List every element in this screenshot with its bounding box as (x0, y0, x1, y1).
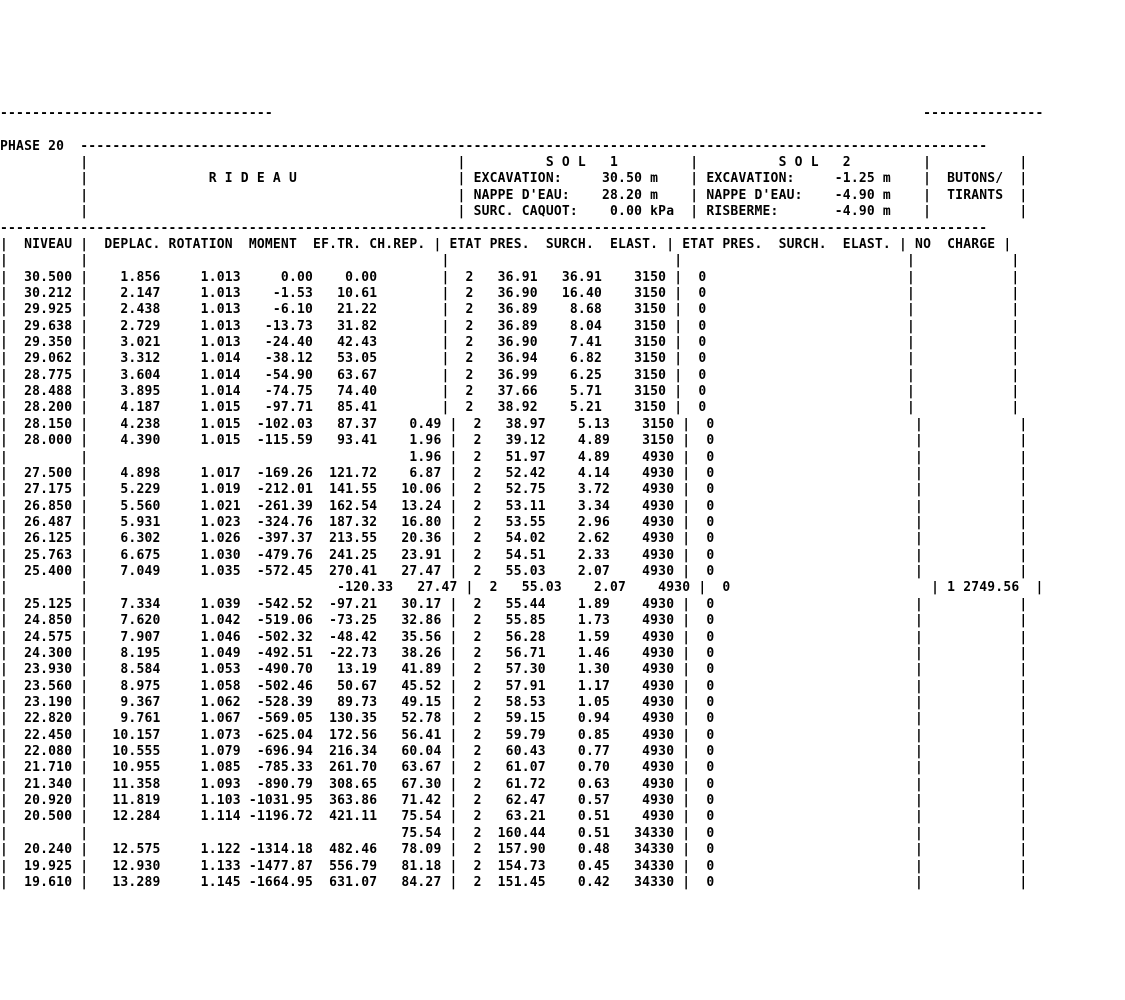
table-row: | 26.125 | 6.302 1.026 -397.37 213.55 20.36 | 2 54.02 2.62 4930 | 0 | | (0, 531, 1028, 547)
table-row: | 26.850 | 5.560 1.021 -261.39 162.54 13.24 | 2 53.11 3.34 4930 | 0 | | (0, 498, 1028, 514)
report-listing (0, 106, 1043, 891)
table-row: | 23.190 | 9.367 1.062 -528.39 89.73 49.15 | 2 58.53 1.05 4930 | 0 | | (0, 694, 1028, 710)
table-row: | 25.400 | 7.049 1.035 -572.45 270.41 27.47 | 2 55.03 2.07 4930 | 0 | | (0, 564, 1028, 580)
header-line: | NIVEAU | DEPLAC. ROTATION MOMENT EF.TR. CH.REP. | ETAT PRES. SURCH. ELAST. | ETAT PRES. SURCH. ELAST. | NO CHARGE | (0, 236, 1012, 252)
table-row: | 25.763 | 6.675 1.030 -479.76 241.25 23.91 | 2 54.51 2.33 4930 | 0 | | (0, 547, 1028, 563)
table-row: | 24.300 | 8.195 1.049 -492.51 -22.73 38.26 | 2 56.71 1.46 4930 | 0 | | (0, 645, 1028, 661)
table-row: | 29.925 | 2.438 1.013 -6.10 21.22 | 2 36.89 8.68 3150 | 0 | | (0, 302, 1020, 318)
table-row: | 23.560 | 8.975 1.058 -502.46 50.67 45.52 | 2 57.91 1.17 4930 | 0 | | (0, 678, 1028, 694)
table-row: | 28.775 | 3.604 1.014 -54.90 63.67 | 2 36.99 6.25 3150 | 0 | | (0, 367, 1020, 383)
header-line: | | SURC. CAQUOT: 0.00 kPa | RISBERME: -4.90 m | | (0, 204, 1028, 220)
table-row: | 19.610 | 13.289 1.145 -1664.95 631.07 84.27 | 2 151.45 0.42 34330 | 0 | | (0, 874, 1028, 890)
table-row: | 29.350 | 3.021 1.013 -24.40 42.43 | 2 36.90 7.41 3150 | 0 | | (0, 335, 1020, 351)
header-line: | | NAPPE D'EAU: 28.20 m | NAPPE D'EAU: -4.90 m | TIRANTS | (0, 187, 1028, 203)
table-row: | 24.575 | 7.907 1.046 -502.32 -48.42 35.56 | 2 56.28 1.59 4930 | 0 | | (0, 629, 1028, 645)
results-table (0, 270, 1043, 892)
table-row: | 27.500 | 4.898 1.017 -169.26 121.72 6.87 | 2 52.42 4.14 4930 | 0 | | (0, 465, 1028, 481)
table-row: | 20.500 | 12.284 1.114 -1196.72 421.11 75.54 | 2 63.21 0.51 4930 | 0 | | (0, 809, 1028, 825)
table-row: | 24.850 | 7.620 1.042 -519.06 -73.25 32.86 | 2 55.85 1.73 4930 | 0 | | (0, 613, 1028, 629)
table-row: | 30.212 | 2.147 1.013 -1.53 10.61 | 2 36.90 16.40 3150 | 0 | | (0, 285, 1020, 301)
table-row: | 19.925 | 12.930 1.133 -1477.87 556.79 81.18 | 2 154.73 0.45 34330 | 0 | | (0, 858, 1028, 874)
table-row: | 28.200 | 4.187 1.015 -97.71 85.41 | 2 38.92 5.21 3150 | 0 | | (0, 400, 1020, 416)
table-row: | 28.000 | 4.390 1.015 -115.59 93.41 1.96 | 2 39.12 4.89 3150 | 0 | | (0, 433, 1028, 449)
table-row: | | 1.96 | 2 51.97 4.89 4930 | 0 | | (0, 449, 1028, 465)
header-line: | | | | | | (0, 253, 1020, 269)
table-row: | | 75.54 | 2 160.44 0.51 34330 | 0 | | (0, 825, 1028, 841)
table-row: | 22.820 | 9.761 1.067 -569.05 130.35 52.78 | 2 59.15 0.94 4930 | 0 | | (0, 711, 1028, 727)
table-row: | 28.150 | 4.238 1.015 -102.03 87.37 0.49 | 2 38.97 5.13 3150 | 0 | | (0, 416, 1028, 432)
blank-line (0, 122, 1043, 138)
table-row: | 27.175 | 5.229 1.019 -212.01 141.55 10.06 | 2 52.75 3.72 4930 | 0 | | (0, 482, 1028, 498)
table-row: | 30.500 | 1.856 1.013 0.00 0.00 | 2 36.91 36.91 3150 | 0 | | (0, 269, 1020, 285)
report-header (0, 139, 1043, 270)
table-row: | 29.062 | 3.312 1.014 -38.12 53.05 | 2 36.94 6.82 3150 | 0 | | (0, 351, 1020, 367)
table-row: | 29.638 | 2.729 1.013 -13.73 31.82 | 2 36.89 8.04 3150 | 0 | | (0, 318, 1020, 334)
header-line: | | S O L 1 | S O L 2 | | (0, 155, 1028, 171)
table-row: | 20.240 | 12.575 1.122 -1314.18 482.46 78.09 | 2 157.90 0.48 34330 | 0 | | (0, 842, 1028, 858)
table-row: | 22.450 | 10.157 1.073 -625.04 172.56 56.41 | 2 59.79 0.85 4930 | 0 | | (0, 727, 1028, 743)
table-row: | 28.488 | 3.895 1.014 -74.75 74.40 | 2 37.66 5.71 3150 | 0 | | (0, 384, 1020, 400)
header-line: | R I D E A U | EXCAVATION: 30.50 m | EXCAVATION: -1.25 m | BUTONS/ | (0, 171, 1028, 187)
header-line: --------------------------------------------------------------------------------------------------------------------------- (0, 220, 988, 236)
table-row: | 21.710 | 10.955 1.085 -785.33 261.70 63.67 | 2 61.07 0.70 4930 | 0 | | (0, 760, 1028, 776)
table-row: | 25.125 | 7.334 1.039 -542.52 -97.21 30.17 | 2 55.44 1.89 4930 | 0 | | (0, 596, 1028, 612)
table-row: | 22.080 | 10.555 1.079 -696.94 216.34 60.04 | 2 60.43 0.77 4930 | 0 | | (0, 744, 1028, 760)
table-row: | 21.340 | 11.358 1.093 -890.79 308.65 67.30 | 2 61.72 0.63 4930 | 0 | | (0, 776, 1028, 792)
table-row: | 23.930 | 8.584 1.053 -490.70 13.19 41.89 | 2 57.30 1.30 4930 | 0 | | (0, 662, 1028, 678)
table-row: | 26.487 | 5.931 1.023 -324.76 187.32 16.80 | 2 53.55 2.96 4930 | 0 | | (0, 514, 1028, 530)
phase-title-line: PHASE 20 ----------------------------------------------------------------------------------------------------------------- (0, 138, 988, 154)
top-rule: ---------------------------------- --------------- (0, 106, 1044, 121)
table-row: | 20.920 | 11.819 1.103 -1031.95 363.86 71.42 | 2 62.47 0.57 4930 | 0 | | (0, 793, 1028, 809)
table-row: | | -120.33 27.47 | 2 55.03 2.07 4930 | 0 | 1 2749.56 | (0, 580, 1044, 596)
